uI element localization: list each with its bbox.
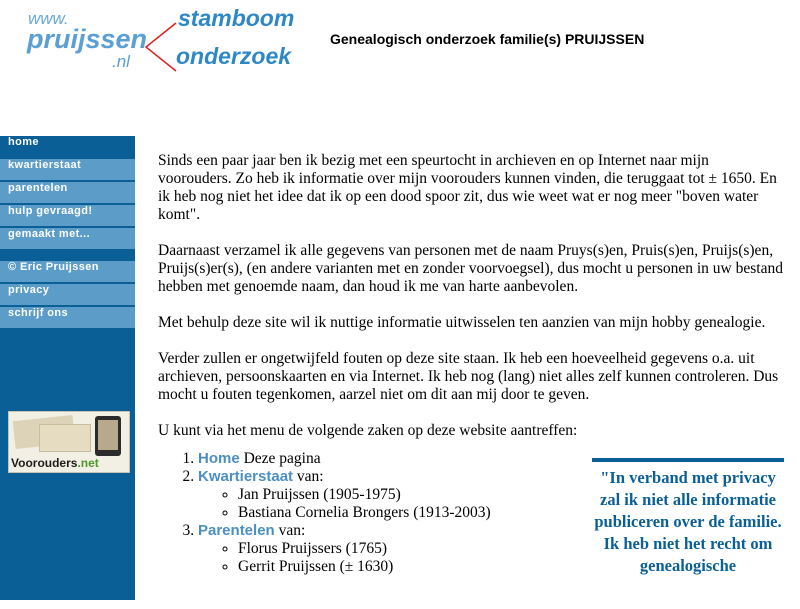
menu-link-privacy[interactable]: privacy [0,284,135,305]
list-link-home[interactable]: Home [198,450,240,467]
menu-intro-paragraph: U kunt via het menu de volgende zaken op deze website aantreffen: [158,422,578,439]
intro-paragraph: Sinds een paar jaar ben ik bezig met een speurtocht in archieven en op Internet naar mijn voorouders. Zo heb ik informatie over mijn voorouders kunnen vinden, die teruggaat tot ± 1650. En ik heb nog niet het idee dat ik op een dood spoor zit, dus wie weet wat er nog meer "boven water komt". [158,152,777,223]
banner-brand [11,456,99,470]
menu-item-privacy[interactable] [0,284,135,305]
menu-link-home[interactable]: home [0,136,135,157]
privacy-quote: "In verband met privacy zal ik niet alle informatie publiceren over de familie. Ik heb niet het recht om genealogische [592,458,784,609]
list-item-text: van: [274,522,306,539]
banner-brand-tld: .net [77,456,99,470]
list-link-parentelen[interactable]: Parentelen [198,522,275,539]
menu-item-contact[interactable] [0,307,135,328]
menu-item-kwartierstaat[interactable] [0,159,135,180]
menu-link-kwartierstaat[interactable]: kwartierstaat [0,159,135,180]
list-item-text: van: [293,468,324,485]
errors-paragraph: Verder zullen er ongetwijfeld fouten op deze site staan. Ik heb een hoeveelheid gegevens o.a. uit archieven, persoonskaarten en via Internet. Ik heb nog (lang) niet alles zelf kunnen controleren. Dus mocht u fouten tegenkomen, aarzel niet om dit aan mij door te geven. [158,350,779,403]
menu-item-hulp[interactable] [0,205,135,226]
menu-link-copyright[interactable]: © Eric Pruijssen [0,261,135,282]
logo-word-onderzoek: onderzoek [176,43,292,69]
voorouders-banner[interactable] [8,411,130,473]
menu-divider [0,251,135,261]
banner-document-image-2 [39,424,91,452]
sublist-item: ◦ Bastiana Cornelia Brongers (1913-2003) [238,504,783,522]
page-title: Genealogisch onderzoek familie(s) PRUIJSSEN [330,31,645,47]
main-menu [0,136,135,249]
names-paragraph: Daarnaast verzamel ik alle gegevens van personen met de naam Pruys(s)en, Pruis(s)en, Pruijs(s)en, Pruijs(s)er(s), (en andere varianten met en zonder voorvoegsel), dus mocht u personen in uw bestand hebben met genoemde naam, dan houd ik me van harte aanbevolen. [158,242,783,295]
menu-item-parentelen[interactable] [0,182,135,203]
purpose-paragraph: Met behulp deze site wil ik nuttige informatie uitwisselen ten aanzien van mijn hobby genealogie. [158,314,766,331]
menu-item-copyright[interactable] [0,261,135,282]
menu-item-home[interactable] [0,136,135,157]
logo-bracket-icon [140,17,180,77]
logo-tld: .nl [112,52,130,71]
menu-link-contact[interactable]: schrijf ons [0,307,135,328]
menu-link-parentelen[interactable]: parentelen [0,182,135,203]
sublist-item: ◦ Jan Pruijssen (1905-1975) [238,486,783,504]
banner-brand-main: Voorouders [11,456,78,470]
menu-link-gemaakt[interactable]: gemaakt met... [0,228,135,249]
logo-domain: pruijssen [27,24,148,54]
list-item-text: Deze pagina [239,450,321,467]
secondary-menu [0,261,135,328]
menu-item-gemaakt[interactable] [0,228,135,249]
site-logo[interactable] [0,0,320,80]
logo-word-stamboom: stamboom [178,5,295,31]
banner-phone-icon [95,416,121,456]
sidebar [0,136,135,600]
menu-link-hulp[interactable]: hulp gevraagd! [0,205,135,226]
logo-www: www. [28,9,69,28]
sublist-item: ◦ Gerrit Pruijssen (± 1630) [238,558,783,576]
list-link-kwartierstaat[interactable]: Kwartierstaat [198,468,294,485]
sublist-item: ◦ Florus Pruijssers (1765) [238,540,783,558]
